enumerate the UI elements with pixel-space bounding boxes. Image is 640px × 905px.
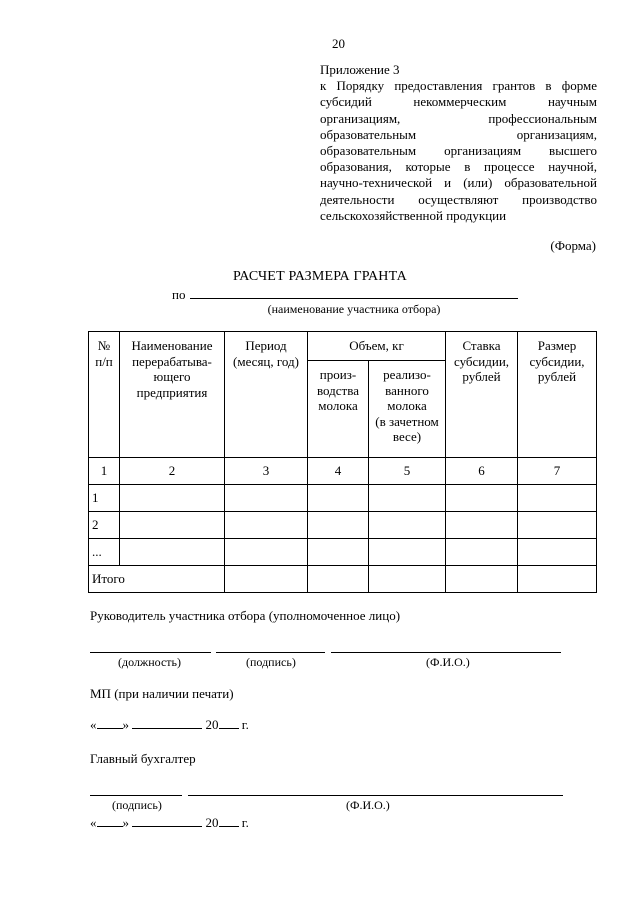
column-number: 2 bbox=[120, 458, 225, 485]
table-cell[interactable] bbox=[518, 539, 597, 566]
column-number: 6 bbox=[446, 458, 518, 485]
header-size bbox=[518, 332, 597, 458]
day-field[interactable] bbox=[97, 717, 123, 729]
header-text: Ставка bbox=[462, 338, 501, 353]
chief-fio-caption: (Ф.И.О.) bbox=[346, 798, 390, 812]
annex-line: образования, которые в процессе научной, bbox=[320, 159, 597, 175]
header-sold-milk bbox=[369, 361, 446, 458]
page-number: 20 bbox=[332, 36, 345, 51]
table-cell[interactable] bbox=[308, 566, 369, 593]
header-text: предприятия bbox=[136, 384, 208, 400]
fio-caption: (Ф.И.О.) bbox=[426, 655, 470, 669]
header-text: рублей bbox=[462, 369, 501, 384]
header-rate bbox=[446, 332, 518, 458]
header-text: (в зачетном bbox=[375, 413, 439, 429]
chief-accountant-title: Главный бухгалтер bbox=[90, 751, 196, 766]
column-number-row bbox=[89, 458, 597, 485]
column-number: 3 bbox=[225, 458, 308, 485]
header-text: Период bbox=[245, 338, 287, 353]
table-row bbox=[89, 512, 597, 539]
header-produced-milk bbox=[308, 361, 369, 458]
signature-caption: (подпись) bbox=[246, 655, 296, 669]
header-text: Объем, кг bbox=[349, 338, 404, 353]
month-field[interactable] bbox=[132, 815, 202, 827]
signature-field[interactable] bbox=[216, 652, 325, 653]
table-cell[interactable] bbox=[120, 539, 225, 566]
header-period bbox=[225, 332, 308, 458]
stamp-note: МП (при наличии печати) bbox=[90, 686, 234, 701]
table-cell[interactable] bbox=[446, 485, 518, 512]
table-cell[interactable] bbox=[446, 566, 518, 593]
annex-line: образовательным организациям высшего bbox=[320, 143, 597, 159]
header-text: субсидии, bbox=[529, 353, 585, 369]
row-number: ... bbox=[89, 539, 120, 566]
annex-line: Приложение 3 bbox=[320, 62, 400, 77]
header-text: ванного bbox=[385, 382, 429, 398]
table-cell[interactable] bbox=[308, 539, 369, 566]
header-volume bbox=[308, 332, 446, 361]
annex-line: научно-технической и (или) образовательной bbox=[320, 175, 597, 191]
table-cell[interactable] bbox=[369, 485, 446, 512]
header-text: произ- bbox=[319, 367, 357, 382]
header-text: молока bbox=[318, 398, 358, 413]
grant-table bbox=[88, 331, 597, 593]
date-quote-close: » bbox=[122, 815, 129, 830]
annex-header bbox=[320, 62, 597, 224]
month-field[interactable] bbox=[132, 717, 202, 729]
chief-signature-field[interactable] bbox=[90, 795, 182, 796]
header-num bbox=[89, 332, 120, 458]
column-number: 4 bbox=[308, 458, 369, 485]
header-text: водства bbox=[317, 382, 359, 398]
header-text: № bbox=[97, 338, 111, 353]
year-field[interactable] bbox=[219, 815, 239, 827]
date-line-1 bbox=[90, 717, 249, 733]
document-title: РАСЧЕТ РАЗМЕРА ГРАНТА bbox=[233, 269, 407, 284]
table-row bbox=[89, 539, 597, 566]
table-cell[interactable] bbox=[369, 566, 446, 593]
table-cell[interactable] bbox=[369, 512, 446, 539]
table-cell[interactable] bbox=[225, 512, 308, 539]
po-label: по bbox=[172, 287, 186, 302]
table-cell[interactable] bbox=[518, 566, 597, 593]
chief-signature-caption: (подпись) bbox=[112, 798, 162, 812]
header-text: Наименование bbox=[131, 338, 213, 353]
chief-fio-field[interactable] bbox=[188, 795, 563, 796]
header-text: весе) bbox=[392, 429, 422, 444]
header-text: п/п bbox=[95, 353, 113, 369]
header-text: рублей bbox=[537, 369, 577, 384]
annex-line: субсидий некоммерческим научным bbox=[320, 94, 597, 110]
date-quote-close: » bbox=[122, 717, 129, 732]
date-quote-open: « bbox=[90, 815, 97, 830]
year-suffix: г. bbox=[241, 815, 249, 830]
header-text: Размер bbox=[537, 338, 577, 353]
date-quote-open: « bbox=[90, 717, 97, 732]
table-cell[interactable] bbox=[120, 512, 225, 539]
table-cell[interactable] bbox=[225, 485, 308, 512]
column-number: 1 bbox=[89, 458, 120, 485]
day-field[interactable] bbox=[97, 815, 123, 827]
position-caption: (должность) bbox=[118, 655, 181, 669]
year-field[interactable] bbox=[219, 717, 239, 729]
total-row bbox=[89, 566, 597, 593]
form-mark: (Форма) bbox=[550, 238, 596, 253]
header-text: молока bbox=[387, 398, 427, 413]
participant-name-caption: (наименование участника отбора) bbox=[267, 302, 441, 316]
year-prefix: 20 bbox=[205, 717, 219, 732]
header-text: реализо- bbox=[383, 367, 431, 382]
annex-line: к Порядку предоставления грантов в форме bbox=[320, 78, 597, 94]
table-cell[interactable] bbox=[308, 512, 369, 539]
header-enterprise-name bbox=[120, 332, 225, 458]
annex-line: образовательным организациям, bbox=[320, 126, 597, 142]
table-cell[interactable] bbox=[518, 512, 597, 539]
table-cell[interactable] bbox=[369, 539, 446, 566]
head-signature-title: Руководитель участника отбора (уполномоченное лицо) bbox=[90, 608, 401, 623]
table-cell[interactable] bbox=[308, 485, 369, 512]
table-cell[interactable] bbox=[446, 539, 518, 566]
annex-line: организациям, профессиональным bbox=[320, 110, 597, 126]
position-field[interactable] bbox=[90, 652, 211, 653]
table-row bbox=[89, 485, 597, 512]
row-number: 1 bbox=[89, 485, 120, 512]
table-cell[interactable] bbox=[225, 539, 308, 566]
annex-line: сельскохозяйственной продукции bbox=[320, 207, 507, 223]
table-cell[interactable] bbox=[446, 512, 518, 539]
column-number: 5 bbox=[369, 458, 446, 485]
row-number: 2 bbox=[89, 512, 120, 539]
header-text: перерабатыва- bbox=[132, 353, 212, 369]
header-text: (месяц, год) bbox=[233, 353, 299, 369]
header-text: ющего bbox=[153, 369, 191, 384]
header-text: субсидии, bbox=[453, 353, 510, 369]
table-cell[interactable] bbox=[120, 485, 225, 512]
total-label: Итого bbox=[89, 566, 225, 593]
annex-line: деятельности осуществляют производство bbox=[320, 191, 597, 207]
fio-field[interactable] bbox=[331, 652, 561, 653]
table-cell[interactable] bbox=[518, 485, 597, 512]
participant-name-field[interactable] bbox=[190, 298, 518, 299]
column-number: 7 bbox=[518, 458, 597, 485]
year-prefix: 20 bbox=[205, 815, 219, 830]
year-suffix: г. bbox=[241, 717, 249, 732]
date-line-2 bbox=[90, 815, 249, 831]
table-cell[interactable] bbox=[225, 566, 308, 593]
